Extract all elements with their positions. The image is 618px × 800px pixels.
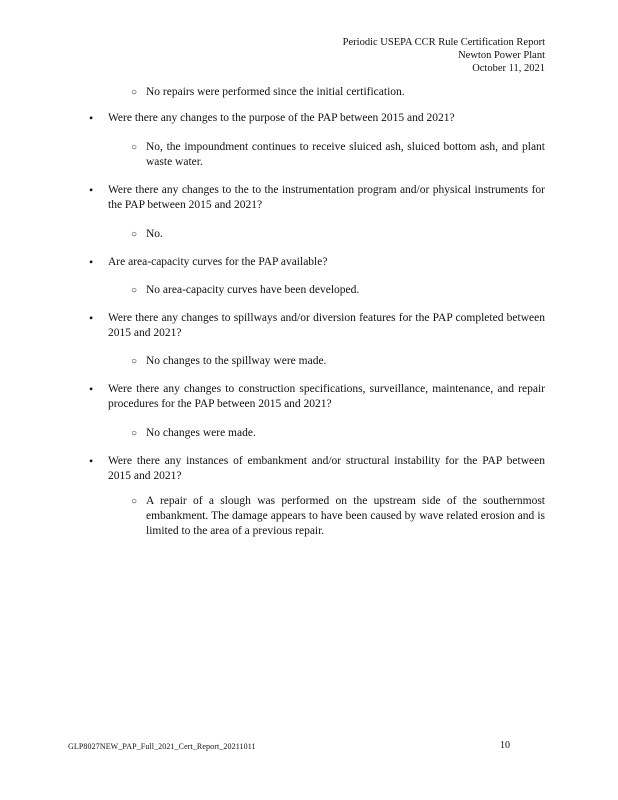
bullet-icon: • — [89, 454, 94, 468]
bullet-icon: • — [89, 255, 94, 269]
bullet-icon: • — [89, 111, 94, 125]
circle-bullet-icon: ○ — [131, 87, 138, 98]
bullet-icon: • — [89, 183, 94, 197]
question-text: Were there any instances of embankment and/or structural instability for the PAP between 2015 and 2021? — [108, 455, 545, 482]
answer-text: No area-capacity curves have been developed. — [146, 284, 360, 296]
header-report-title: Periodic USEPA CCR Rule Certification Report — [342, 37, 545, 48]
footer-document-id: GLP8027NEW_PAP_Full_2021_Cert_Report_20211011 — [68, 742, 256, 751]
circle-bullet-icon: ○ — [131, 229, 138, 240]
page-header — [343, 36, 545, 75]
question-text: Are area-capacity curves for the PAP available? — [108, 256, 328, 268]
answer-text: A repair of a slough was performed on the upstream side of the southernmost embankment. The damage appears to have been caused by wave related erosion and is limited to the area of a previous repair. — [146, 495, 545, 537]
header-date: October 11, 2021 — [472, 63, 545, 74]
circle-bullet-icon: ○ — [131, 142, 138, 153]
question-text: Were there any changes to construction specifications, surveillance, maintenance, and repair procedures for the PAP between 2015 and 2021? — [108, 383, 545, 410]
circle-bullet-icon: ○ — [131, 356, 138, 367]
answer-text: No, the impoundment continues to receive sluiced ash, sluiced bottom ash, and plant waste water. — [146, 141, 545, 168]
question-text: Were there any changes to the to the instrumentation program and/or physical instruments for the PAP between 2015 and 2021? — [108, 184, 545, 211]
circle-bullet-icon: ○ — [131, 428, 138, 439]
question-text: Were there any changes to the purpose of the PAP between 2015 and 2021? — [108, 112, 455, 124]
circle-bullet-icon: ○ — [131, 285, 138, 296]
bullet-icon: • — [89, 311, 94, 325]
answer-text: No. — [146, 228, 163, 240]
bullet-icon: • — [89, 382, 94, 396]
answer-text: No repairs were performed since the initial certification. — [146, 86, 405, 98]
answer-text: No changes were made. — [146, 427, 256, 439]
page-number: 10 — [500, 740, 510, 751]
circle-bullet-icon: ○ — [131, 496, 138, 507]
header-plant-name: Newton Power Plant — [458, 50, 545, 61]
answer-text: No changes to the spillway were made. — [146, 355, 327, 367]
question-text: Were there any changes to spillways and/or diversion features for the PAP completed between 2015 and 2021? — [108, 312, 545, 339]
